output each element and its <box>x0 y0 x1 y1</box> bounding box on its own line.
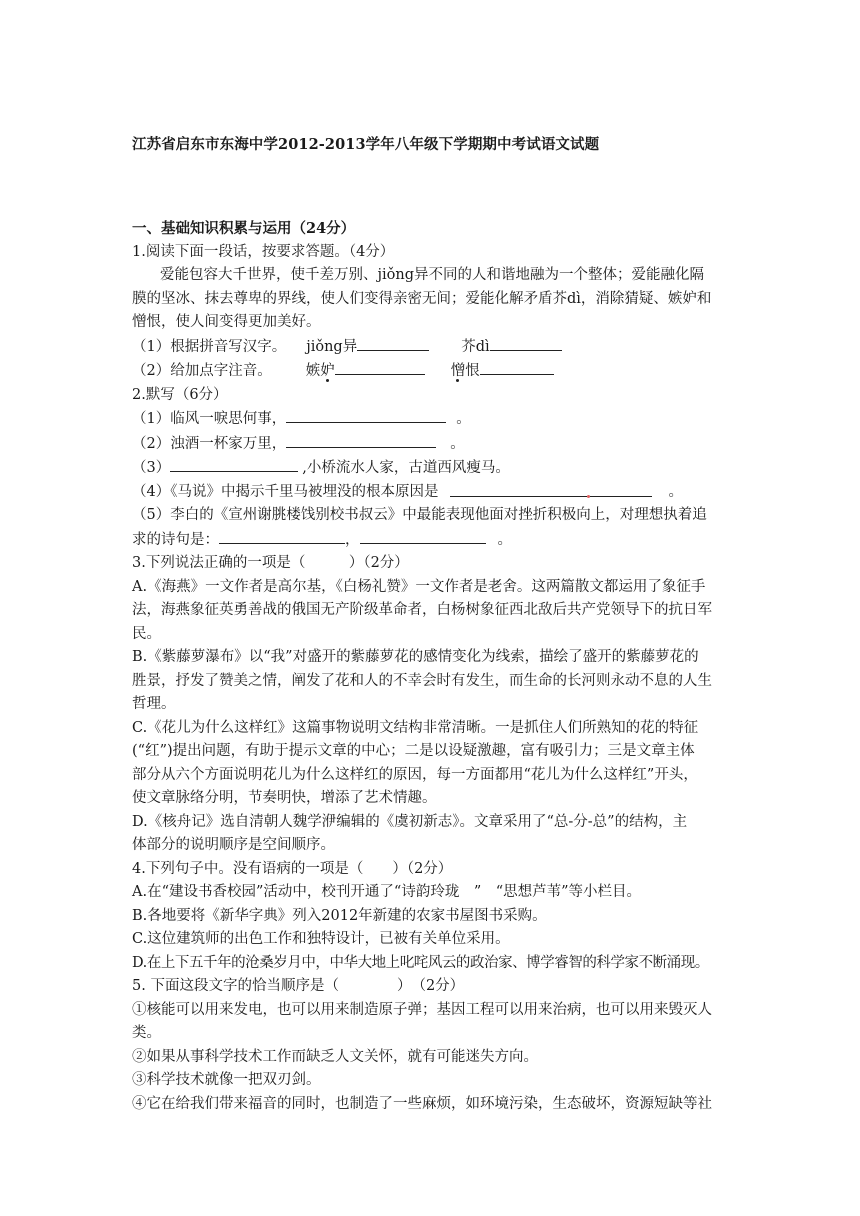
section-heading: 一、基础知识积累与运用（24分） <box>132 220 356 237</box>
q2-line-1-text: （1）临风一唳思何事， <box>132 411 287 427</box>
period: 。 <box>668 483 683 500</box>
q1-paragraph-line: 膜的坚冰、抹去尊卑的界线，使人们变得亲密无间；爱能化解矛盾芥dì，消除猜疑、嫉妒和 <box>132 290 712 307</box>
answer-blank[interactable] <box>170 456 298 472</box>
q3-option-c-cont: (“红”)提出问题，有助于提示文章的中心；二是以设疑激趣，富有吸引力；三是文章主体 <box>132 743 695 759</box>
q2-line-2 <box>132 432 737 457</box>
q2-line-5b <box>132 528 737 553</box>
q3-option-d: D.《核舟记》选自清朝人魏学洢编辑的《虞初新志》。文章采用了“总-分-总”的结构，主 <box>132 813 688 830</box>
document-title: 江苏省启东市东海中学2012-2013学年八年级下学期期中考试语文试题 <box>132 136 600 153</box>
q1-sub1 <box>132 335 737 360</box>
answer-blank[interactable] <box>219 528 345 544</box>
q1-sub1-item-a: jiǒng异 <box>306 338 358 355</box>
answer-blank[interactable] <box>357 335 429 351</box>
q1-stem: 1.阅读下面一段话，按要求答题。（4分） <box>132 243 395 260</box>
q5-sentence-1-cont: 类。 <box>132 1025 161 1041</box>
emphasis-dot-char: 憎 <box>450 363 466 379</box>
q4-option-a: A.在“建设书香校园”活动中，校刊开通了“诗韵玲珑 ” “思想芦苇”等小栏目。 <box>132 884 642 900</box>
q1-sub1-label: （1）根据拼音写汉字。 <box>132 338 287 355</box>
document-body <box>132 217 737 1116</box>
answer-blank[interactable] <box>286 407 446 423</box>
q2-line-4 <box>132 481 737 505</box>
q2-line-3-text: ,小桥流水人家，古道西风瘦马。 <box>302 460 510 476</box>
q3-option-c-cont: 部分从六个方面说明花儿为什么这样红的原因，每一方面都用“花儿为什么这样红”开头， <box>132 766 698 783</box>
answer-blank[interactable] <box>490 335 562 351</box>
q1-paragraph-line: 爱能包容大千世界，使千差万别、jiǒng异不同的人和谐地融为一个整体；爱能融化隔 <box>160 267 704 283</box>
q1-sub1-item-b: 芥dì <box>461 338 490 355</box>
emphasis-dot-char: 妒 <box>320 363 335 379</box>
period: 。 <box>450 435 465 452</box>
q3-option-b-cont: 哲理。 <box>132 696 176 712</box>
q3-option-c-cont: 使文章脉络分明，节奏明快，增添了艺术情趣。 <box>132 790 437 806</box>
q5-sentence-2: ②如果从事科学技术工作而缺乏人文关怀，就有可能迷失方向。 <box>132 1048 538 1065</box>
q2-line-3 <box>132 456 737 481</box>
q2-stem-text: 2.默写（6分） <box>132 386 228 403</box>
red-mark-dot <box>587 495 590 498</box>
q4-option-c: C.这位建筑师的出色工作和独特设计，已被有关单位采用。 <box>132 931 510 947</box>
q2-line-1 <box>132 407 737 432</box>
q2-line-5-text: 求的诗句是： <box>132 531 219 548</box>
q3-option-a-cont: 法，海燕象征英勇善战的俄国无产阶级革命者，白杨树象征西北敌后共产党领导下的抗日军 <box>132 602 712 618</box>
period: 。 <box>497 531 512 548</box>
answer-blank[interactable] <box>480 359 554 375</box>
q4-option-b: B.各地要将《新华字典》列入2012年新建的农家书屋图书采购。 <box>132 907 547 924</box>
q1-paragraph-line: 憎恨，使人间变得更加美好。 <box>132 314 321 330</box>
q4-stem: 4.下列句子中。没有语病的一项是（ ）（2分） <box>132 860 453 877</box>
q3-option-c: C.《花儿为什么这样红》这篇事物说明文结构非常清晰。一是抓住人们所熟知的花的特征 <box>132 719 699 736</box>
q2-stem <box>132 384 737 408</box>
q3-option-a: A.《海燕》一文作者是高尔基，《白杨礼赞》一文作者是老舍。这两篇散文都运用了象征手 <box>132 578 706 595</box>
answer-blank[interactable] <box>360 528 486 544</box>
q3-stem: 3.下列说法正确的一项是（ ）（2分） <box>132 555 409 571</box>
q5-sentence-3: ③科学技术就像一把双刃剑。 <box>132 1072 321 1088</box>
comma: ， <box>345 531 360 548</box>
answer-blank[interactable] <box>286 432 436 448</box>
answer-blank[interactable] <box>335 359 425 375</box>
q2-line-3-prefix: （3） <box>132 460 171 476</box>
q4-option-d: D.在上下五千年的沧桑岁月中，中华大地上叱咤风云的政治家、博学睿智的科学家不断涌现。 <box>132 954 709 971</box>
q2-line-2-text: （2）浊酒一杯家万里， <box>132 435 287 452</box>
q2-line-4-text: （4）《马说》中揭示千里马被埋没的根本原因是 <box>132 483 439 500</box>
q1-sub2-item-a-plain: 嫉 <box>305 363 321 379</box>
q5-sentence-1: ①核能可以用来发电，也可以用来制造原子弹；基因工程可以用来治病，也可以用来毁灭人 <box>132 1001 712 1018</box>
q2-line-5: （5）李白的《宣州谢朓楼饯别校书叔云》中最能表现他面对挫折积极向上，对理想执着追 <box>132 507 707 523</box>
q3-option-a-cont: 民。 <box>132 625 161 642</box>
q1-sub2-item-b-plain: 恨 <box>465 363 480 379</box>
q5-stem: 5. 下面这段文字的恰当顺序是（ ） （2分） <box>132 978 465 994</box>
q3-option-b-cont: 胜景，抒发了赞美之情，阐发了花和人的不幸会时有发生，而生命的长河则永动不息的人生 <box>132 672 712 689</box>
q3-option-d-cont: 体部分的说明顺序是空间顺序。 <box>132 837 335 853</box>
q1-sub2-label: （2）给加点字注音。 <box>132 363 272 379</box>
q1-sub2 <box>132 359 737 384</box>
q3-option-b: B.《紫藤萝瀑布》以“我”对盛开的紫藤萝花的感情变化为线索，描绘了盛开的紫藤萝花的 <box>132 649 699 665</box>
answer-blank[interactable] <box>450 481 652 497</box>
q5-sentence-4: ④它在给我们带来福音的同时，也制造了一些麻烦，如环境污染，生态破坏，资源短缺等社 <box>132 1095 712 1112</box>
period: 。 <box>456 411 471 427</box>
